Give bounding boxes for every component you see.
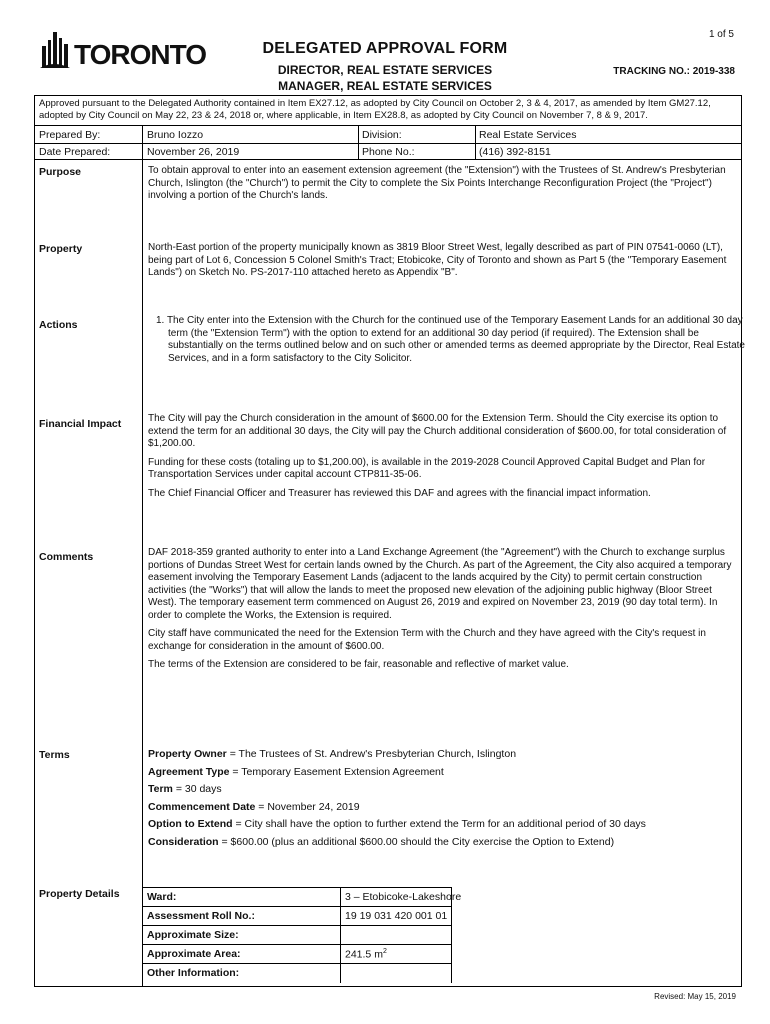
comments-text: DAF 2018-359 granted authority to enter into a Land Exchange Agreement (the "Agreement") with the Church to exchange surplus portions of Dundas Street West for certain lands owned by the Church. As part of the Agreement, the City also acquired a temporary easement involving the Temporary Easement Lands (adjacent to the lands acquired by the City) to permit certain construction activities (the "Works") that will allow the lands to meet the proposed new elevation of the adjoining public highway (Bloor Street West). The temporary easement term commenced on August 26, 2019 and expired on November 23, 2019 (90 day total term). In order to complete the Works, the Extension is required. City staff have communicated the need for the Extension Term with the Church and they have agreed with the City's request in exchange for consideration in the amount of $600.00. The terms of the Extension are considered to be fair, reasonable and reflective of market value. <box>148 547 732 670</box>
purpose-text: To obtain approval to enter into an easement extension agreement (the "Extension") with the Trustees of St. Andrew's Presbyterian Church, Islington (the "Church") to permit the City to complete the Six Points Interchange Reconfiguration Project (the "Project") involving a portion of the Church's lands. <box>148 165 726 201</box>
phone-value: (416) 392-8151 <box>479 146 551 158</box>
date-prepared-value: November 26, 2019 <box>147 146 240 158</box>
actions-label: Actions <box>39 319 78 331</box>
form-title-block <box>225 40 545 93</box>
terms-label: Terms <box>39 749 70 761</box>
form-title: DELEGATED APPROVAL FORM <box>262 40 508 57</box>
form-subtitle-manager: MANAGER, REAL ESTATE SERVICES <box>278 79 492 93</box>
term-commencement-date: Commencement Date = November 24, 2019 <box>148 800 360 813</box>
form-body <box>34 125 745 987</box>
term-agreement-type: Agreement Type = Temporary Easement Extension Agreement <box>148 765 444 778</box>
pd-ward-value: 3 – Etobicoke-Lakeshore <box>345 891 462 903</box>
actions-text: 1. The City enter into the Extension with the Church for the continued use of the Temporary Easement Lands for an additional 30 day term (the "Extension Term") with the option to extend for an additional 30 day period (if required). The Extension shall be substantially on the terms outlined below and on such other or amended terms as deemed appropriate by the Director, Real Estate Services, and in a form satisfactory to the City Solicitor. <box>156 315 745 364</box>
property-text: North-East portion of the property municipally known as 3819 Bloor Street West, legally described as part of PIN 07541-0060 (LT), being part of Lot 6, Concession 5 Colonel Smith's Tract; Etobicoke, City of Toronto and shown as Part 5 (the "Temporary Easement Lands") on Sketch No. PS-2017-110 attached hereto as Appendix "B". <box>148 242 727 278</box>
authority-statement: Approved pursuant to the Delegated Authority contained in Item EX27.12, as adopted by City Council on October 2, 3 & 4, 2017, as amended by Item GM27.12, adopted by City Council on May 22, 23 & 24, 2018 or, where applicable, in Item EX28.8, as adopted by City Council on November 7, 8 & 9, 2017. <box>34 95 742 125</box>
pd-area-value: 241.5 $m^2$ <box>345 948 387 961</box>
division-label: Division: <box>362 129 402 141</box>
property-details-label: Property Details <box>39 888 120 900</box>
financial-impact-text: The City will pay the Church consideration in the amount of $600.00 for the Extension Term. Should the City exercise its option to extend the term for an additional 30 days, the City will pay the Church additional consideration of $600.00, for total consideration of $1,200.00. Funding for these costs (totaling up to $1,200.00), is available in the 2019-2028 Council Approved Capital Budget and Plan for Transportation Services under capital account CTP811-35-06. The Chief Financial Officer and Treasurer has reviewed this DAF and agrees with the financial impact information. <box>148 413 727 499</box>
term-consideration: Consideration = $600.00 (plus an additional $600.00 should the City exercise the Option to Extend) <box>148 835 615 848</box>
comments-label: Comments <box>39 551 94 563</box>
tracking-number: TRACKING NO.: 2019-338 <box>613 66 735 77</box>
prepared-by-label: Prepared By: <box>39 129 101 141</box>
financial-impact-label: Financial Impact <box>39 418 122 430</box>
purpose-label: Purpose <box>39 166 82 178</box>
prepared-by-value: Bruno Iozzo <box>147 129 204 141</box>
term-term: Term = 30 days <box>148 783 222 795</box>
pd-size-label: Approximate Size: <box>147 929 239 941</box>
revised-date: Revised: May 15, 2019 <box>654 992 736 1001</box>
phone-label: Phone No.: <box>362 146 415 158</box>
pd-area-label: Approximate Area: <box>147 948 241 960</box>
division-value: Real Estate Services <box>479 129 577 141</box>
pd-other-label: Other Information: <box>147 967 240 979</box>
toronto-logo <box>38 26 206 72</box>
pd-roll-value: 19 19 031 420 001 01 <box>345 910 448 922</box>
pd-roll-label: Assessment Roll No.: <box>147 910 255 922</box>
form-subtitle-director: DIRECTOR, REAL ESTATE SERVICES <box>277 63 493 77</box>
pd-ward-label: Ward: <box>147 891 177 903</box>
page-number: 1 of 5 <box>708 29 734 40</box>
term-option-to-extend: Option to Extend = City shall have the option to further extend the Term for an additional period of 30 days <box>148 818 646 830</box>
terms-list <box>148 748 738 853</box>
property-label: Property <box>39 243 83 255</box>
svg-text:TORONTO: TORONTO <box>74 39 206 70</box>
term-property-owner: Property Owner = The Trustees of St. Andrew's Presbyterian Church, Islington <box>148 748 517 760</box>
date-prepared-label: Date Prepared: <box>39 146 111 158</box>
